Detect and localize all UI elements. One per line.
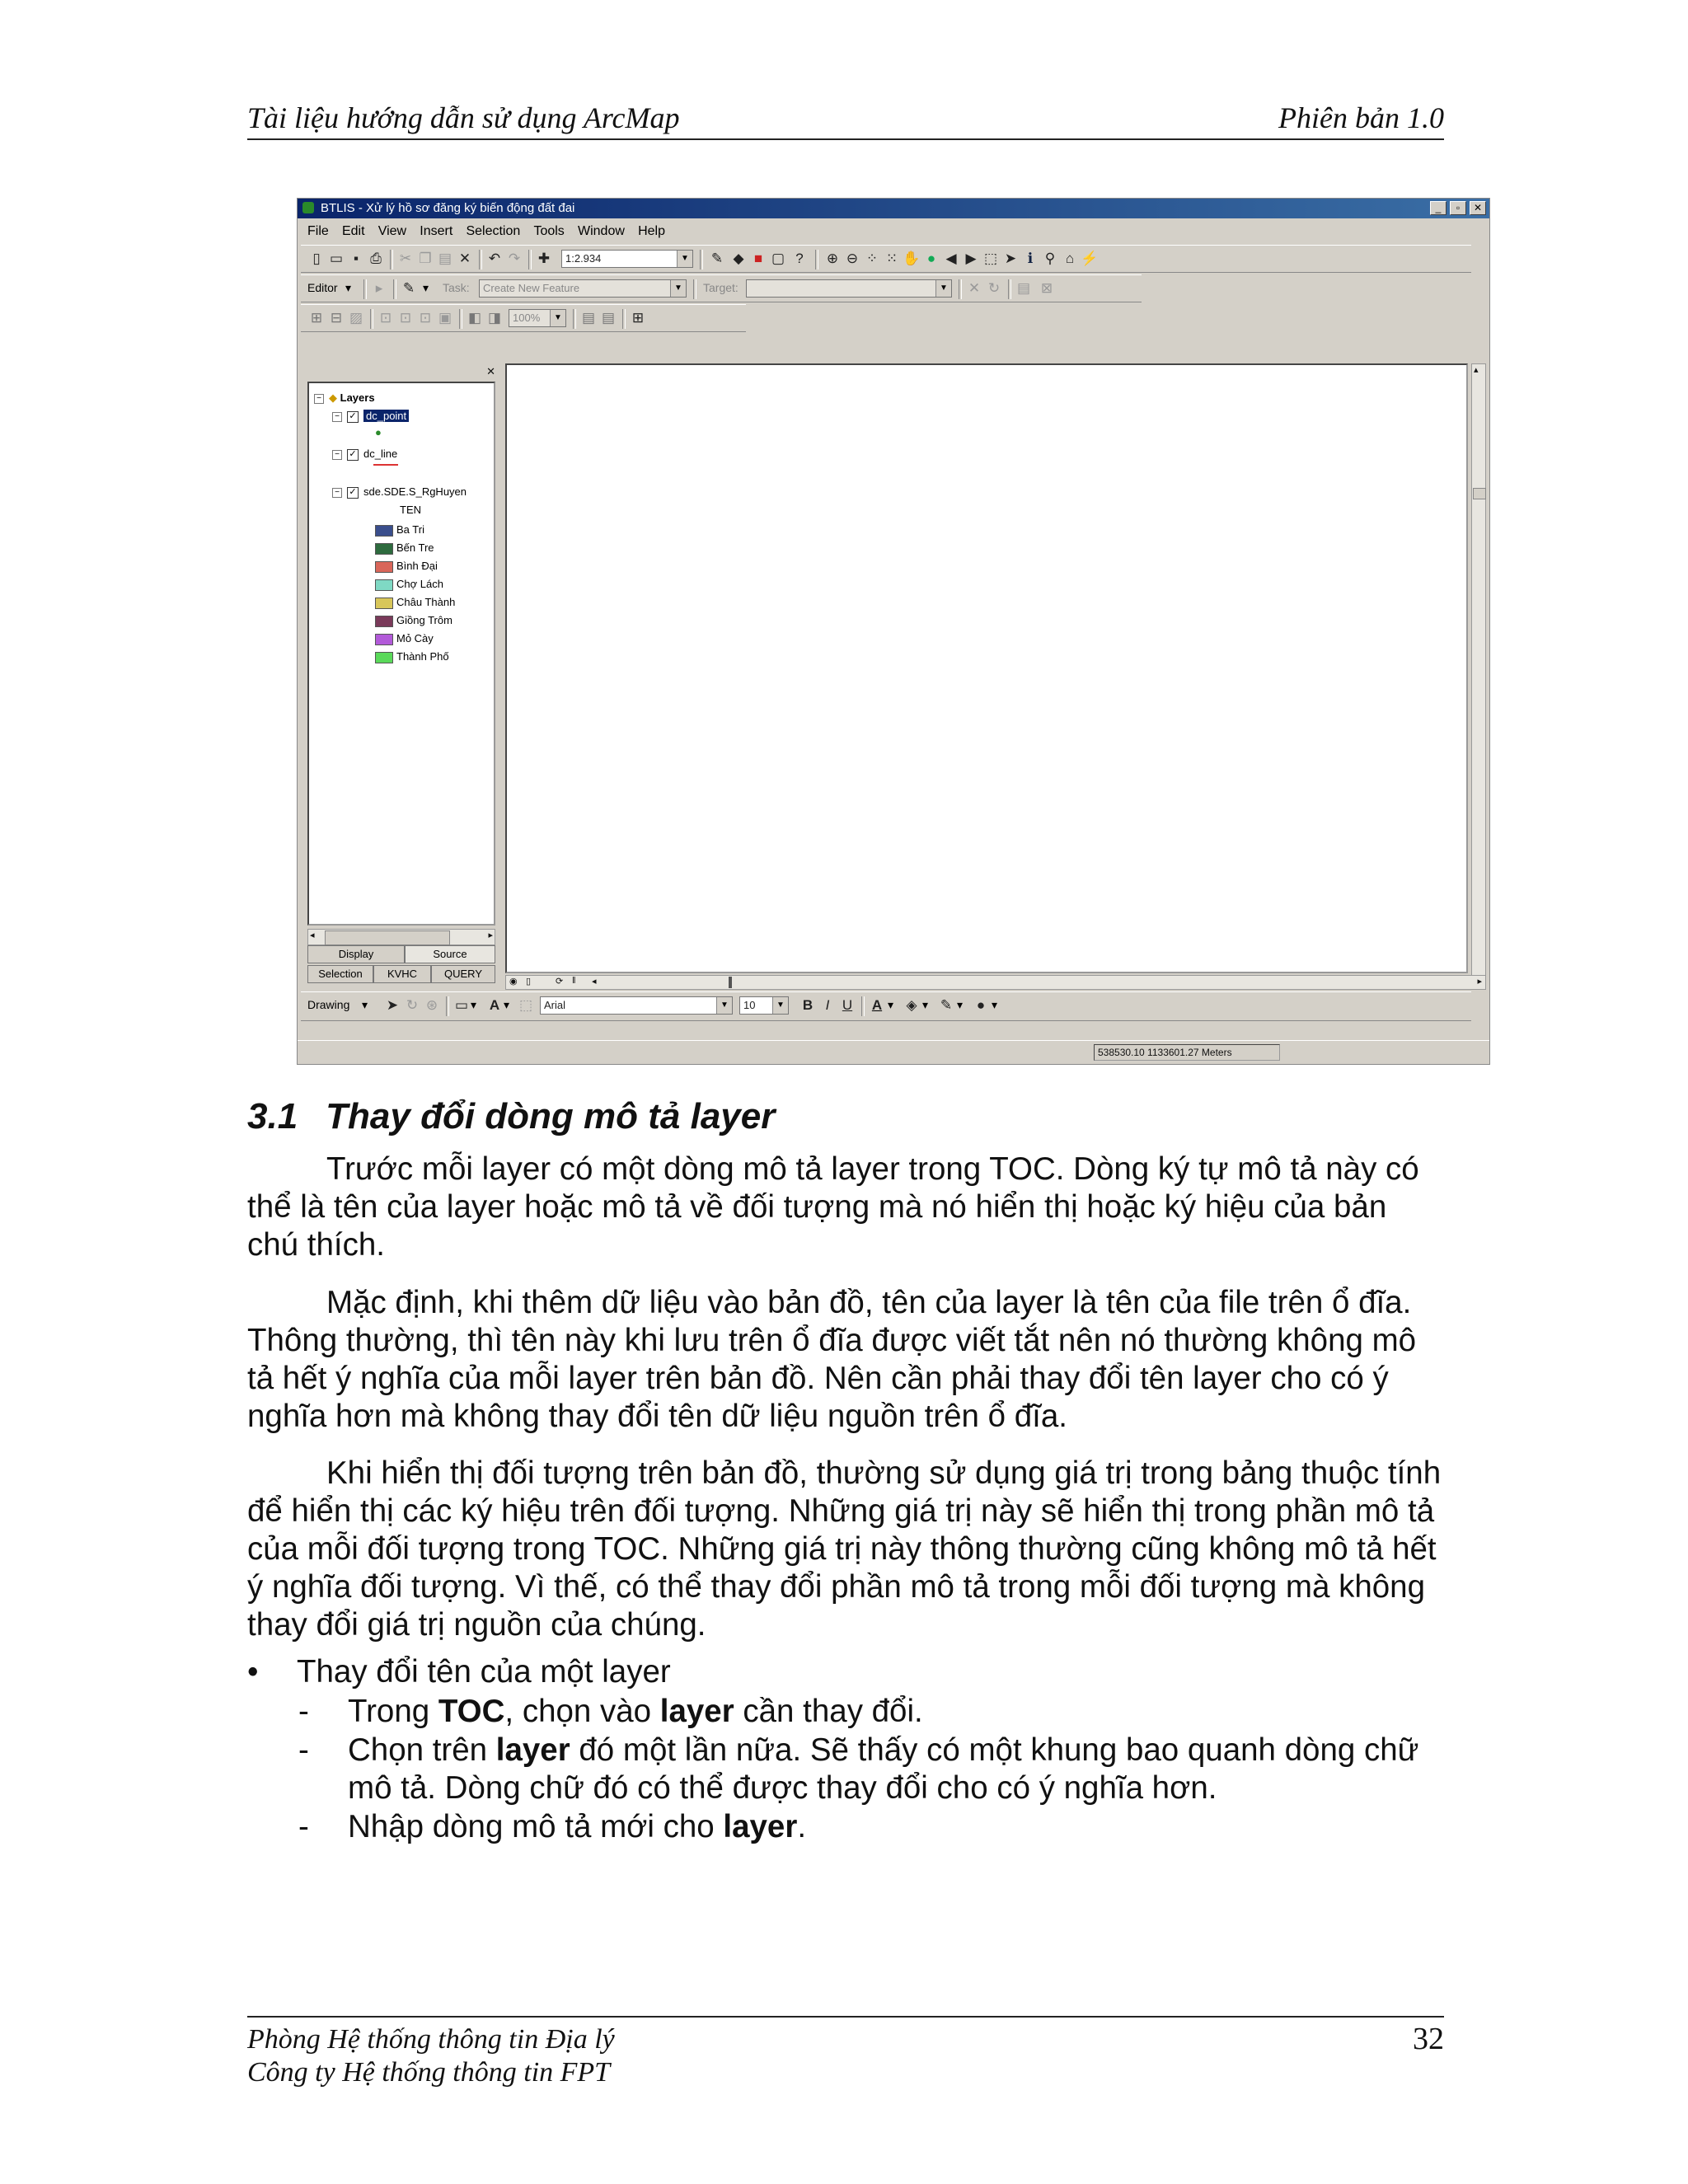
coordinate-readout: 538530.10 1133601.27 Meters — [1094, 1044, 1280, 1061]
section-heading — [247, 1096, 775, 1137]
legend-swatch — [375, 598, 393, 609]
font-value: Arial — [544, 999, 566, 1011]
tab-source[interactable]: Source — [405, 945, 495, 963]
chevron-down-icon[interactable]: ▾ — [888, 998, 894, 1011]
legend-item[interactable] — [375, 614, 452, 627]
select-elements-icon[interactable]: ➤ — [386, 997, 399, 1013]
toc-layer[interactable] — [332, 410, 409, 423]
print-icon[interactable]: ⎙ — [370, 251, 382, 266]
italic-icon[interactable]: I — [825, 997, 830, 1013]
legend-label: Thành Phố — [396, 650, 449, 663]
menu-file[interactable]: File — [307, 224, 329, 238]
chevron-down-icon[interactable]: ▼ — [772, 997, 788, 1014]
map-vertical-scrollbar[interactable] — [1471, 363, 1486, 988]
map-horizontal-scrollbar[interactable] — [505, 975, 1486, 990]
editor-toolbar — [301, 274, 1142, 302]
fixed-zoom-out-icon[interactable]: ⁙ — [885, 251, 898, 266]
scroll-right-icon[interactable]: ▸ — [1477, 977, 1482, 987]
minimize-button[interactable]: _ — [1430, 201, 1447, 215]
legend-label: Bến Tre — [396, 541, 434, 554]
header-title: Tài liệu hướng dẫn sử dụng ArcMap — [247, 101, 680, 134]
menu-tools[interactable]: Tools — [533, 224, 565, 238]
page-footer — [247, 2016, 1444, 2088]
footer-department: Phòng Hệ thống thông tin Địa lý — [247, 2024, 615, 2055]
bullet-text: Thay đổi tên của một layer — [297, 1654, 671, 1690]
zoom-100-icon[interactable]: ⊡ — [399, 310, 412, 326]
find-icon[interactable]: ⚲ — [1044, 251, 1056, 266]
sketch-tool-icon[interactable]: ✎ — [402, 280, 415, 296]
paste-icon[interactable]: ▤ — [438, 251, 452, 266]
toc-tree — [307, 382, 495, 926]
title-bar — [298, 199, 1489, 218]
undo-icon[interactable]: ↶ — [488, 251, 501, 266]
edit-vertices-icon[interactable]: ⬚ — [518, 997, 533, 1013]
line-symbol-icon — [373, 464, 398, 466]
legend-swatch — [375, 525, 393, 537]
editor-menu[interactable]: Editor — [307, 281, 338, 294]
line-color-icon[interactable]: ✎ — [940, 997, 953, 1013]
refresh-icon[interactable]: ⟳ — [556, 977, 564, 987]
layer-checkbox[interactable]: ✓ — [347, 487, 359, 499]
legend-label: Giồng Trôm — [396, 614, 452, 626]
hyperlink-icon[interactable]: ⚡ — [1081, 251, 1099, 266]
close-icon[interactable]: ✕ — [486, 365, 495, 377]
menu-bar — [298, 222, 1489, 243]
legend-swatch — [375, 543, 393, 555]
fill-color-icon[interactable]: ◈ — [906, 997, 917, 1013]
toc-layer[interactable] — [332, 448, 397, 461]
rotate-icon[interactable]: ↻ — [406, 997, 419, 1013]
menu-selection[interactable]: Selection — [466, 224, 521, 238]
scroll-left-icon[interactable]: ◂ — [310, 930, 315, 940]
split-tool-icon[interactable]: ✕ — [968, 280, 981, 296]
arctoolbox-icon[interactable]: ■ — [753, 251, 763, 266]
zoom-out-page-icon[interactable]: ⊟ — [330, 310, 343, 326]
toc-root-label: Layers — [340, 391, 375, 404]
standard-toolbar — [301, 245, 1471, 273]
bullet-icon: • — [247, 1654, 259, 1690]
section-number: 3.1 — [247, 1096, 298, 1137]
font-combo[interactable] — [540, 996, 733, 1015]
page-number: 32 — [1413, 2022, 1444, 2056]
pause-icon[interactable]: ‖ — [572, 976, 576, 986]
rotate-tool-icon[interactable]: ↻ — [987, 280, 1001, 296]
footer-company: Công ty Hệ thống thông tin FPT — [247, 2057, 611, 2088]
toc-root[interactable]: − ◆ Layers — [314, 391, 375, 405]
collapse-icon[interactable]: − — [314, 394, 324, 404]
page-extent-icon[interactable]: ▣ — [438, 310, 452, 326]
drawing-menu[interactable]: Drawing — [307, 998, 350, 1011]
layout-view-icon[interactable]: ▯ — [526, 977, 532, 987]
sketch-properties-icon[interactable]: ⊠ — [1040, 280, 1053, 296]
menu-edit[interactable]: Edit — [341, 224, 365, 238]
collapse-icon[interactable]: − — [332, 412, 342, 422]
zoom-in-icon[interactable]: ⊕ — [826, 251, 839, 266]
back-extent-icon[interactable]: ◀ — [945, 251, 957, 266]
arccatalog-icon[interactable]: ◆ — [733, 251, 744, 266]
legend-label: Mỏ Cày — [396, 632, 434, 644]
back-page-icon[interactable]: ◧ — [467, 310, 482, 326]
forward-extent-icon[interactable]: ▶ — [965, 251, 977, 266]
full-extent-icon[interactable]: ● — [926, 251, 936, 266]
table-of-contents — [302, 363, 499, 988]
select-elements-icon[interactable]: ➤ — [1004, 251, 1017, 266]
legend-swatch — [375, 579, 393, 591]
zoom-in-page-icon[interactable]: ⊞ — [310, 310, 323, 326]
rectangle-icon[interactable]: ▭ — [454, 997, 469, 1013]
zoom-whole-page-icon[interactable]: ⊡ — [379, 310, 392, 326]
legend-label: Ba Tri — [396, 523, 424, 536]
pan-page-icon[interactable]: ▨ — [349, 310, 363, 326]
pan-icon[interactable]: ✋ — [903, 251, 921, 266]
fixed-zoom-in-icon[interactable]: ⁘ — [865, 251, 879, 266]
legend-swatch — [375, 616, 393, 627]
layer-checkbox[interactable]: ✓ — [347, 411, 359, 423]
chevron-down-icon[interactable]: ▾ — [345, 281, 352, 294]
paragraph: Khi hiển thị đối tượng trên bản đồ, thường sử dụng giá trị trong bảng thuộc tính để hiển thị các ký hiệu trên đối tượng. Những giá trị này sẽ hiển thị trong phần mô tả của mỗi đối tượng trong TOC. Những giá trị này thông thường cũng không mô tả hết ý nghĩa đối tượng. Vì thế, có thể thay đổi phần mô tả trong mỗi đối tượng mà không thay đổi giá trị nguồn của chúng. — [247, 1455, 1442, 1643]
menu-help[interactable]: Help — [638, 224, 665, 238]
scale-value: 1:2.934 — [565, 252, 602, 265]
copy-icon[interactable]: ❐ — [419, 251, 432, 266]
legend-item[interactable] — [375, 632, 434, 645]
chevron-down-icon[interactable]: ▾ — [922, 998, 929, 1011]
add-data-icon[interactable]: ✚ — [537, 251, 551, 266]
section-title: Thay đổi dòng mô tả layer — [326, 1096, 776, 1137]
status-bar — [298, 1040, 1489, 1064]
layer-label[interactable]: sde.SDE.S_RgHuyen — [363, 485, 467, 498]
legend-item[interactable] — [375, 578, 443, 591]
chevron-down-icon[interactable]: ▼ — [935, 280, 951, 297]
redo-icon[interactable]: ↷ — [508, 251, 521, 266]
toc-tabs-row2 — [307, 965, 497, 985]
marker-color-icon[interactable]: ● — [976, 997, 986, 1013]
font-size-combo[interactable] — [739, 996, 789, 1015]
select-features-icon[interactable]: ⬚ — [983, 251, 998, 266]
bold-icon[interactable]: B — [802, 997, 814, 1013]
tab-display[interactable]: Display — [307, 945, 405, 963]
underline-icon[interactable]: U — [842, 997, 853, 1013]
scroll-thumb[interactable] — [729, 977, 732, 988]
measure-icon[interactable]: ⌂ — [1065, 251, 1075, 266]
legend-item[interactable] — [375, 560, 438, 573]
chevron-down-icon[interactable]: ▾ — [504, 998, 510, 1011]
legend-label: Chợ Lách — [396, 578, 443, 590]
target-combo[interactable] — [746, 279, 952, 298]
app-logo-icon — [302, 202, 314, 213]
scale-combo[interactable] — [561, 250, 693, 268]
command-line-icon[interactable]: ▢ — [771, 251, 785, 266]
legend-swatch — [375, 634, 393, 645]
layout-toolbar — [301, 304, 746, 332]
tab-query[interactable]: QUERY — [431, 965, 495, 983]
scroll-up-icon[interactable]: ▴ — [1474, 365, 1479, 375]
menu-insert[interactable]: Insert — [420, 224, 453, 238]
legend-item[interactable] — [375, 541, 434, 555]
layer-checkbox[interactable]: ✓ — [347, 449, 359, 461]
chevron-down-icon[interactable]: ▾ — [471, 998, 477, 1011]
close-button[interactable]: ✕ — [1470, 201, 1486, 215]
tab-kvhc[interactable]: KVHC — [373, 965, 431, 983]
focus-frame-icon[interactable]: ▤ — [601, 310, 616, 326]
cut-icon[interactable]: ✂ — [399, 251, 412, 266]
forward-page-icon[interactable]: ◨ — [487, 310, 502, 326]
delete-icon[interactable]: ✕ — [458, 251, 471, 266]
toc-layer[interactable] — [332, 485, 467, 499]
header-version: Phiên bản 1.0 — [1278, 101, 1444, 134]
menu-view[interactable]: View — [377, 224, 407, 238]
new-text-icon[interactable]: A — [489, 997, 500, 1013]
zoom-combo[interactable] — [509, 309, 566, 327]
new-icon[interactable]: ▯ — [312, 251, 321, 266]
tab-selection[interactable]: Selection — [307, 965, 373, 983]
point-symbol-icon: ● — [375, 426, 382, 438]
chevron-down-icon[interactable]: ▼ — [677, 251, 692, 267]
toc-tabs-row1 — [307, 945, 497, 965]
toc-scrollbar[interactable] — [307, 929, 495, 945]
identify-icon[interactable]: ℹ — [1027, 251, 1034, 266]
zoom-out-icon[interactable]: ⊖ — [846, 251, 859, 266]
layer-label[interactable]: dc_point — [363, 410, 409, 422]
scroll-left-icon[interactable]: ◂ — [592, 977, 597, 987]
legend-item[interactable] — [375, 650, 449, 663]
task-value: Create New Feature — [483, 282, 580, 294]
page-header — [247, 97, 1444, 140]
save-icon[interactable]: ▪ — [353, 251, 359, 266]
scroll-right-icon[interactable]: ▸ — [488, 930, 493, 940]
task-combo[interactable] — [479, 279, 687, 298]
drawing-toolbar — [301, 991, 1471, 1021]
paragraph: Mặc định, khi thêm dữ liệu vào bản đồ, tên của layer là tên của file trên ổ đĩa. Thông thường, thì tên này khi lưu trên ổ đĩa được viết tắt nên nó thường không mô tả hết ý nghĩa của mỗi layer trên bản đồ. Nên cần phải thay đổi tên layer cho có ý nghĩa hơn mà không thay đổi tên dữ liệu nguồn trên ổ đĩa. — [247, 1285, 1417, 1434]
legend-item[interactable] — [375, 596, 455, 609]
chevron-down-icon[interactable]: ▼ — [670, 280, 686, 297]
fixed-zoom-page-icon[interactable]: ⊡ — [419, 310, 432, 326]
legend-label: Châu Thành — [396, 596, 456, 608]
chevron-down-icon[interactable]: ▾ — [362, 998, 368, 1011]
maximize-button[interactable]: ▫ — [1450, 201, 1466, 215]
collapse-icon[interactable]: − — [332, 488, 342, 498]
legend-item[interactable] — [375, 523, 424, 537]
editor-toolbar-icon[interactable]: ✎ — [710, 251, 724, 266]
paragraph: Trước mỗi layer có một dòng mô tả layer trong TOC. Dòng ký tự mô tả này có thể là tên của layer hoặc mô tả về đối tượng mà nó hiển thị hoặc ký hiệu của bản chú thích. — [247, 1151, 1419, 1263]
zoom-to-selected-icon[interactable]: ⊛ — [425, 997, 438, 1013]
edit-tool-icon[interactable]: ▸ — [375, 280, 383, 296]
collapse-icon[interactable]: − — [332, 450, 342, 460]
chevron-down-icon[interactable]: ▾ — [957, 998, 964, 1011]
chevron-down-icon[interactable]: ▼ — [716, 997, 732, 1014]
legend-swatch — [375, 561, 393, 573]
layer-label[interactable]: dc_line — [363, 448, 398, 460]
legend-label: Bình Đại — [396, 560, 438, 572]
zoom-value: 100% — [513, 312, 541, 324]
data-view-icon[interactable]: ◉ — [509, 977, 518, 987]
chevron-down-icon[interactable]: ▾ — [992, 998, 998, 1011]
arcmap-window — [297, 198, 1490, 1065]
window-title: BTLIS - Xử lý hồ sơ đăng ký biến động đất đai — [321, 201, 575, 215]
chevron-down-icon[interactable]: ▾ — [423, 281, 429, 294]
chevron-down-icon[interactable]: ▼ — [550, 310, 565, 326]
change-layout-icon[interactable]: ⊞ — [631, 310, 645, 326]
font-color-icon[interactable]: A — [871, 997, 883, 1013]
field-label: TEN — [400, 504, 421, 516]
target-label: Target: — [703, 281, 738, 294]
attributes-icon[interactable]: ▤ — [1016, 280, 1031, 296]
open-icon[interactable]: ▭ — [329, 251, 344, 266]
font-size-value: 10 — [743, 999, 756, 1011]
map-display[interactable] — [505, 363, 1468, 973]
toggle-draft-icon[interactable]: ▤ — [581, 310, 596, 326]
task-label: Task: — [443, 281, 470, 294]
menu-window[interactable]: Window — [577, 224, 625, 238]
scroll-thumb[interactable] — [1473, 488, 1486, 499]
scroll-thumb[interactable] — [325, 930, 450, 945]
legend-swatch — [375, 652, 393, 663]
whats-this-icon[interactable]: ? — [795, 251, 804, 266]
